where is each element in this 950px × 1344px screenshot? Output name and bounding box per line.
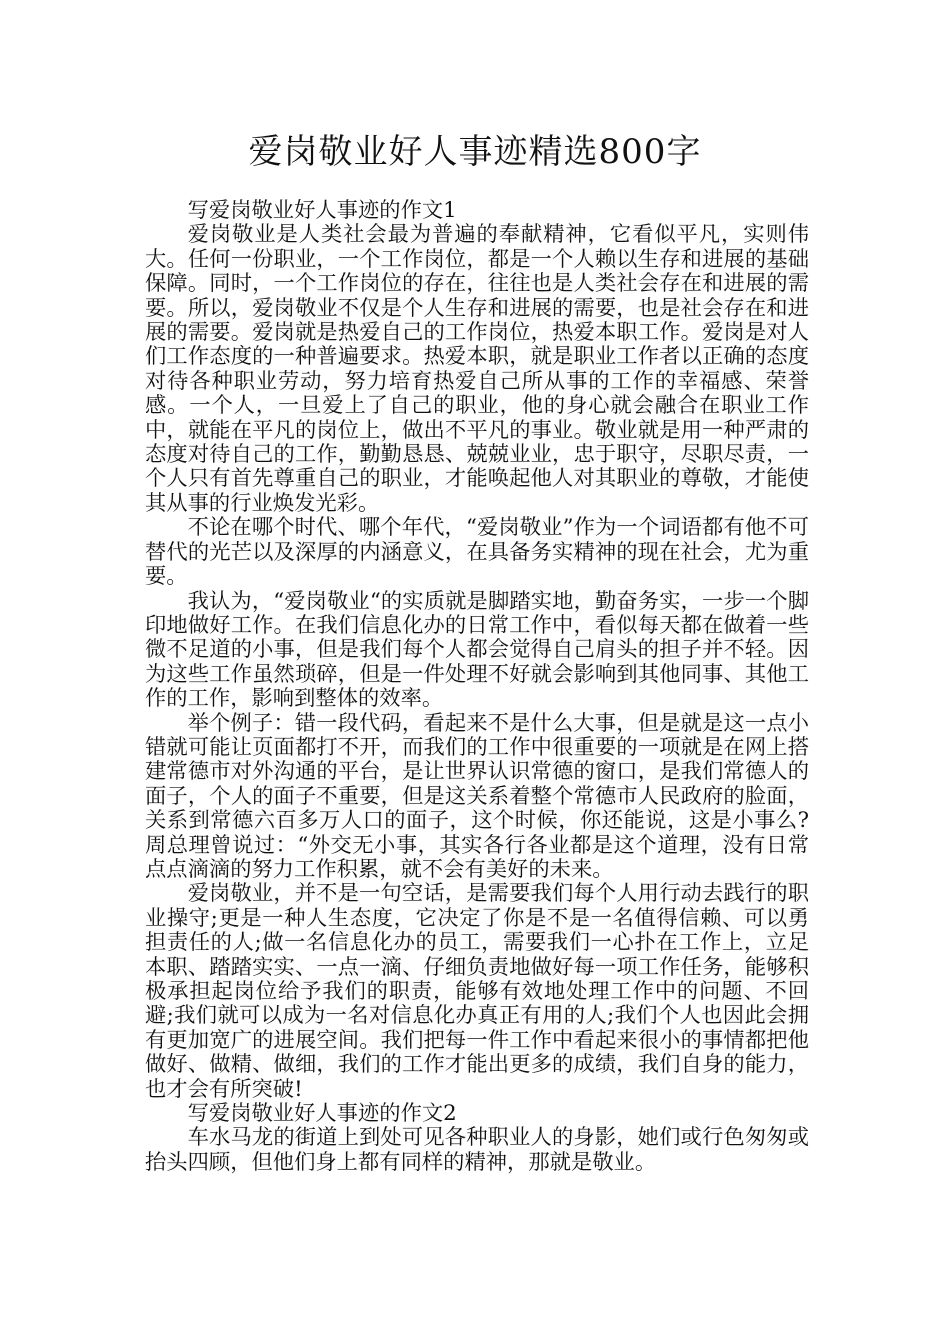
paragraph: 不论在哪个时代、哪个年代，“爱岗敬业”作为一个词语都有他不可替代的光芒以及深厚的内涵意义，在具备务实精神的现在社会，尤为重要。 [145, 515, 809, 590]
document-body [145, 199, 809, 1175]
paragraph: 举个例子：错一段代码，看起来不是什么大事，但是就是这一点小错就可能让页面都打不开，而我们的工作中很重要的一项就是在网上搭建常德市对外沟通的平台，是让世界认识常德的窗口，是我们常德人的面子，个人的面子不重要，但是这关系着整个常德市人民政府的脸面，关系到常德六百多万人口的面子，这个时候，你还能说，这是小事么?周总理曾说过：“外交无小事，其实各行各业都是这个道理，没有日常点点滴滴的努力工作积累，就不会有美好的未来。 [145, 710, 809, 882]
paragraph: 爱岗敬业是人类社会最为普遍的奉献精神，它看似平凡，实则伟大。任何一份职业，一个工作岗位，都是一个人赖以生存和进展的基础保障。同时，一个工作岗位的存在，往往也是人类社会存在和进展的需要。所以，爱岗敬业不仅是个人生存和进展的需要，也是社会存在和进展的需要。爱岗就是热爱自己的工作岗位，热爱本职工作。爱岗是对人们工作态度的一种普遍要求。热爱本职，就是职业工作者以正确的态度对待各种职业劳动，努力培育热爱自己所从事的工作的幸福感、荣誉感。一个人，一旦爱上了自己的职业，他的身心就会融合在职业工作中，就能在平凡的岗位上，做出不平凡的事业。敬业就是用一种严肃的态度对待自己的工作，勤勤恳恳、兢兢业业，忠于职守，尽职尽责，一个人只有首先尊重自己的职业，才能唤起他人对其职业的尊敬，才能使其从事的行业焕发光彩。 [145, 222, 809, 516]
paragraph: 我认为，“爱岗敬业“的实质就是脚踏实地，勤奋务实，一步一个脚印地做好工作。在我们信息化办的日常工作中，看似每天都在做着一些微不足道的小事，但是我们每个人都会觉得自己肩头的担子并不轻。因为这些工作虽然琐碎，但是一件处理不好就会影响到其他同事、其他工作的工作，影响到整体的效率。 [145, 588, 809, 712]
paragraph: 爱岗敬业，并不是一句空话，是需要我们每个人用行动去践行的职业操守;更是一种人生态度，它决定了你是不是一名值得信赖、可以勇担责任的人;做一名信息化办的员工，需要我们一心扑在工作上，立足本职、踏踏实实、一点一滴、仔细负责地做好每一项工作任务，能够积极承担起岗位给予我们的职责，能够有效地处理工作中的问题、不回避;我们就可以成为一名对信息化办真正有用的人;我们个人也因此会拥有更加宽广的进展空间。我们把每一件工作中看起来很小的事情都把他做好、做精、做细，我们的工作才能出更多的成绩，我们自身的能力，也才会有所突破! [145, 881, 809, 1102]
section-heading-1: 写爱岗敬业好人事迹的作文1 [187, 198, 457, 223]
paragraph: 车水马龙的街道上到处可见各种职业人的身影，她们或行色匆匆或抬头四顾，但他们身上都有同样的精神，那就是敬业。 [145, 1125, 809, 1175]
document-title: 爱岗敬业好人事迹精选800字 [248, 132, 702, 172]
section-heading-2: 写爱岗敬业好人事迹的作文2 [187, 1101, 457, 1127]
